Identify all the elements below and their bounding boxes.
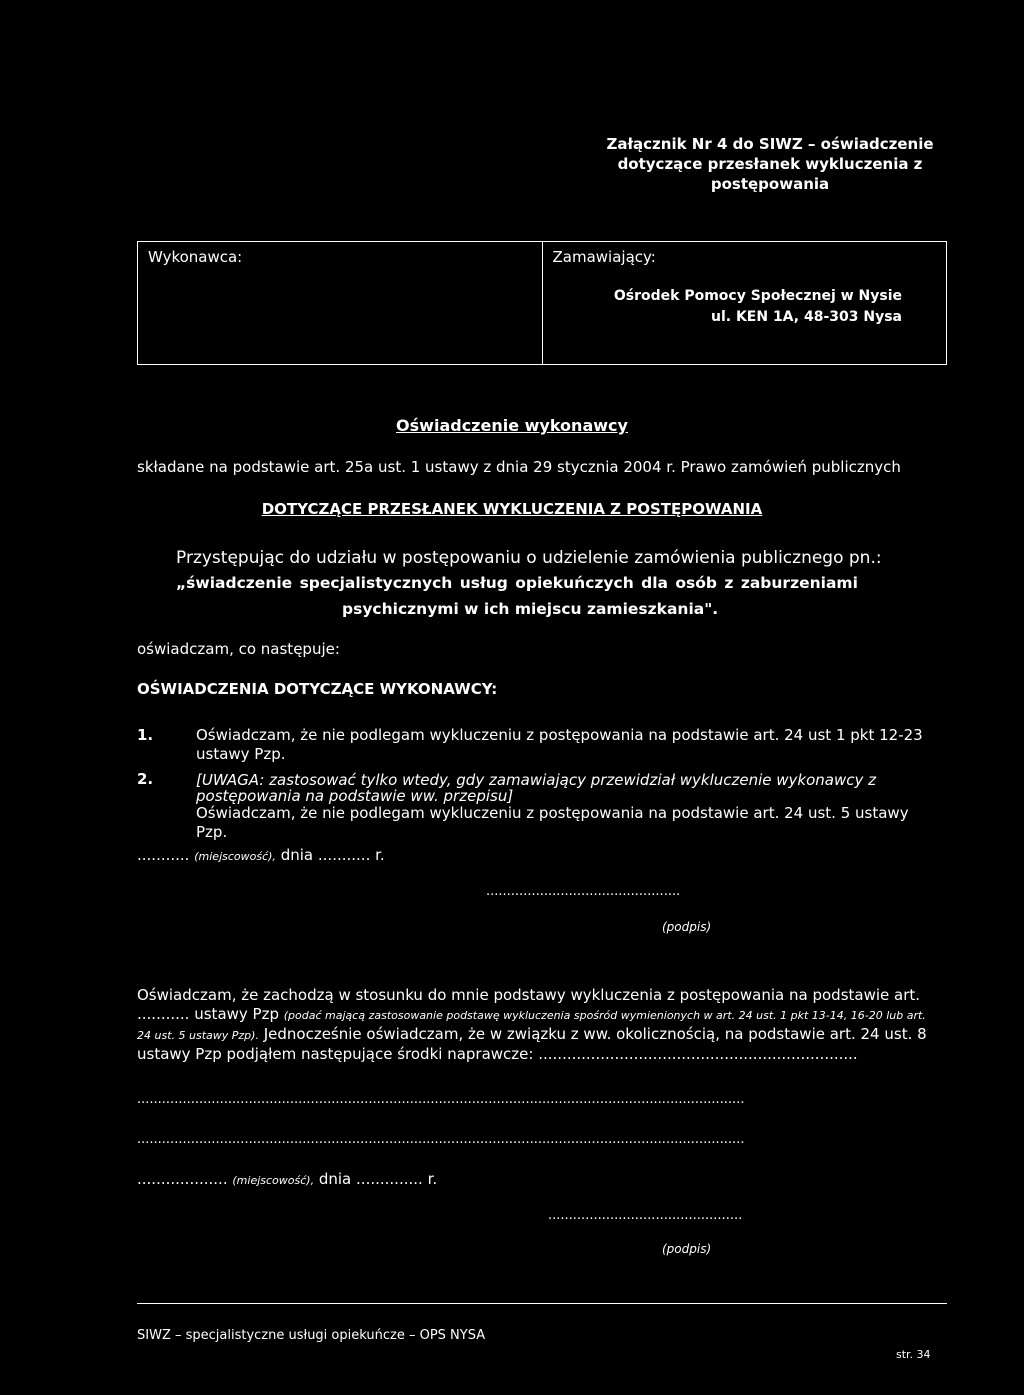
contractor-label: Wykonawca:: [148, 248, 243, 266]
date-blank: ...........: [317, 846, 371, 864]
place-blank: ...........: [137, 846, 190, 864]
exclusion-paragraph: [137, 986, 937, 1064]
year-suffix: r.: [375, 846, 385, 864]
statement-title: Oświadczenie wykonawcy: [396, 416, 628, 435]
signature-label-1: (podpis): [662, 920, 712, 934]
page-number: str. 34: [896, 1348, 931, 1361]
exclusion-body: [137, 1005, 937, 1064]
contractor-declarations-title: OŚWIADCZENIA DOTYCZĄCE WYKONAWCY:: [137, 680, 498, 698]
ordering-party-street: ul. KEN 1A, 48-303 Nysa: [710, 309, 902, 325]
intro-text: Przystępując do udziału w postępowaniu o udzielenie zamówienia publicznego pn.:: [176, 548, 882, 568]
place-label: (miejscowość),: [232, 1174, 315, 1187]
heading-line-3: postępowania: [710, 175, 830, 193]
place-blank: ...................: [137, 1170, 228, 1188]
tender-name-line-2: psychicznymi w ich miejscu zamieszkania".: [342, 600, 719, 618]
place-date-line-1: [137, 846, 385, 864]
remedial-blank: ...................................................................: [538, 1045, 858, 1063]
footer-divider: [137, 1303, 947, 1304]
act-reference: ustawy Pzp: [194, 1005, 279, 1023]
footer-title: SIWZ – specjalistyczne usługi opiekuńcze – OPS NYSA: [137, 1328, 486, 1343]
place-date-line-2: [137, 1170, 437, 1188]
declaration-item-1: Oświadczam, że nie podlegam wykluczeniu z postępowania na podstawie art. 24 ust 1 pkt 12-23 ustawy Pzp.: [196, 726, 923, 763]
ordering-party-cell: [542, 242, 947, 364]
blank-line-2: ...................................................................................................................................................: [137, 1132, 745, 1147]
exclusion-line-1: Oświadczam, że zachodzą w stosunku do mnie podstawy wykluczenia z postępowania na podstawie art.: [137, 986, 921, 1004]
signature-label-2: (podpis): [662, 1242, 712, 1256]
ordering-party-label: Zamawiający:: [552, 248, 656, 266]
signature-blank-2: ...............................................: [548, 1208, 743, 1223]
date-label: dnia: [318, 1170, 352, 1188]
legal-basis: składane na podstawie art. 25a ust. 1 ustawy z dnia 29 stycznia 2004 r. Prawo zamówień publicznych: [137, 458, 901, 476]
ordering-party-address: [614, 286, 902, 328]
article-blank: ...........: [137, 1005, 190, 1023]
remedial-measures-text: Jednocześnie oświadczam, że w związku z ww. okolicznością, na podstawie art. 24 ust. 8 ustawy Pzp podjąłem następujące środki naprawcze:: [137, 1025, 927, 1063]
declaration-item-2: Oświadczam, że nie podlegam wykluczeniu z postępowania na podstawie art. 24 ust. 5 ustawy Pzp.: [196, 804, 909, 841]
declaration-note: [UWAGA: zastosować tylko wtedy, gdy zamawiający przewidział wykluczenie wykonawcy z postępowania na podstawie ww. przepisu]: [196, 771, 877, 805]
date-label: dnia: [280, 846, 314, 864]
contractor-cell: [138, 242, 542, 364]
exclusion-note: (podać mającą zastosowanie podstawę wykluczenia spośród wymienionych w art. 24 ust. 1 pkt 13-14, 16-20 lub art. 24 ust. 5 ustawy Pzp).: [137, 1009, 926, 1042]
tender-name-line-1: „świadczenie specjalistycznych usług opiekuńczych dla osób z zaburzeniami: [176, 574, 858, 592]
place-label: (miejscowość),: [194, 850, 276, 863]
parties-table: [137, 241, 947, 365]
ordering-party-name: Ośrodek Pomocy Społecznej w Nysie: [613, 288, 902, 304]
heading-line-1: Załącznik Nr 4 do SIWZ – oświadczenie: [606, 135, 934, 153]
item-number: 2.: [137, 770, 154, 788]
attachment-heading: [600, 134, 940, 194]
blank-line-1: ...................................................................................................................................................: [137, 1092, 745, 1107]
signature-blank-1: ...............................................: [486, 884, 681, 899]
year-suffix: r.: [427, 1170, 438, 1188]
date-blank: ..............: [356, 1170, 423, 1188]
heading-line-2: dotyczące przesłanek wykluczenia z: [617, 155, 923, 173]
item-number: 1.: [137, 726, 154, 744]
section-title: DOTYCZĄCE PRZESŁANEK WYKLUCZENIA Z POSTĘPOWANIA: [261, 500, 763, 518]
declaration-intro: oświadczam, co następuje:: [137, 640, 340, 658]
